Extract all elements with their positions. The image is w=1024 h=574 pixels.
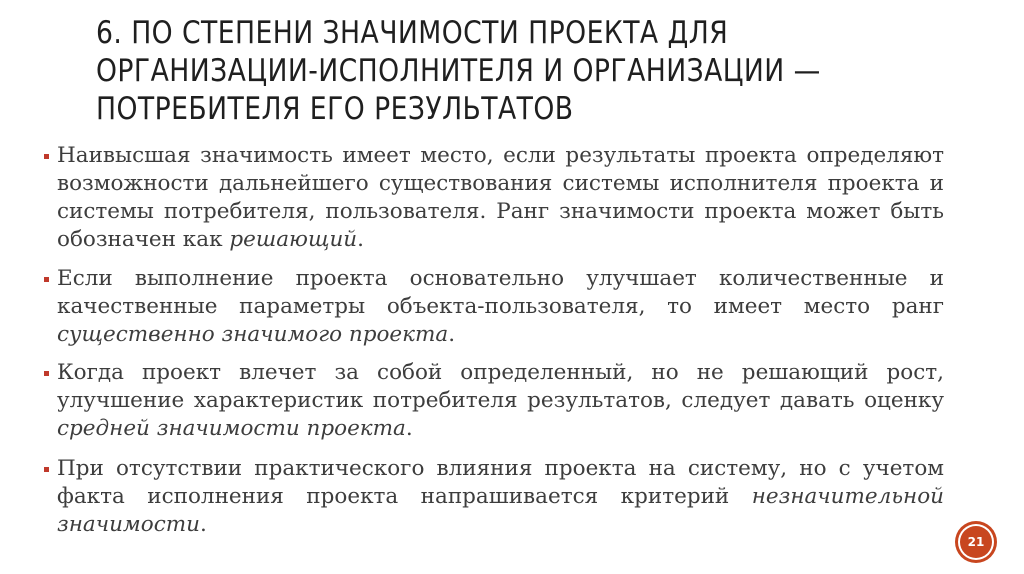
bullet-text: Если выполнение проекта основательно улучшает количественные и качественные параметры объекта-пользователя, то имеет место ранг xyxy=(57,266,944,319)
bullet-text: Наивысшая значимость имеет место, если результаты проекта определяют возможности дальнейшего существования системы исполнителя проекта и системы потребителя, пользователя. Ранг значимости проекта может быть обозначен как xyxy=(57,143,944,252)
bullet-end: . xyxy=(199,512,207,537)
title-line-1: 6. ПО СТЕПЕНИ ЗНАЧИМОСТИ ПРОЕКТА ДЛЯ xyxy=(96,15,729,51)
bullet-item xyxy=(44,142,944,254)
bullet-end: . xyxy=(357,227,365,252)
bullet-item xyxy=(44,359,944,443)
bullet-marker-icon xyxy=(44,154,49,159)
bullet-emphasis: средней значимости проекта xyxy=(57,416,406,441)
bullet-text: При отсутствии практического влияния проекта на систему, но с учетом факта исполнения проекта напрашивается критерий xyxy=(57,456,944,509)
bullet-emphasis: незначительной значимости xyxy=(57,484,944,537)
bullet-emphasis: существенно значимого проекта xyxy=(57,322,449,347)
bullet-end: . xyxy=(405,416,413,441)
bullet-end: . xyxy=(448,322,456,347)
bullet-marker-icon xyxy=(44,467,49,472)
page-number-badge: 21 xyxy=(958,524,994,560)
bullet-item xyxy=(44,265,944,349)
bullet-marker-icon xyxy=(44,371,49,376)
slide-title xyxy=(96,14,836,128)
bullet-list xyxy=(44,142,944,549)
bullet-emphasis: решающий xyxy=(229,227,358,252)
title-line-2: ОРГАНИЗАЦИИ-ИСПОЛНИТЕЛЯ И ОРГАНИЗАЦИИ — xyxy=(96,53,821,89)
bullet-marker-icon xyxy=(44,277,49,282)
bullet-text: Когда проект влечет за собой определенный, но не решающий рост, улучшение характеристик потребителя результатов, следует давать оценку xyxy=(57,360,944,413)
bullet-item xyxy=(44,455,944,539)
title-line-3: ПОТРЕБИТЕЛЯ ЕГО РЕЗУЛЬТАТОВ xyxy=(96,91,574,127)
